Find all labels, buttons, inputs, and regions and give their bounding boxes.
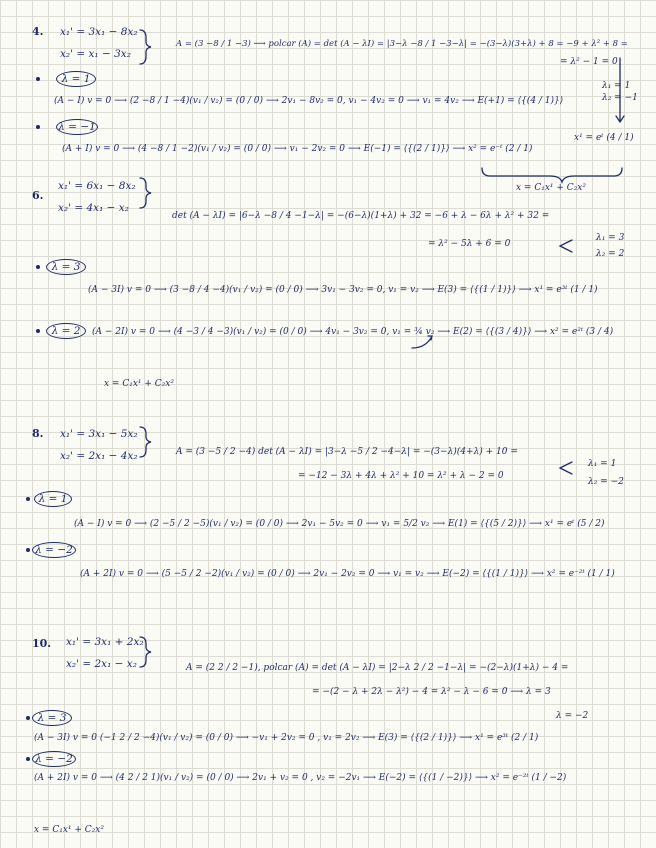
eigenvalue-root: λ = −2 xyxy=(556,711,589,721)
eigenvalue-root: λ₂ = −1 xyxy=(602,93,638,103)
eigen-case-line: (A − 3I) v = 0 (−1 2 / 2 −4)(v₁ / v₂) = (0 / 0) ⟶ −v₁ + 2v₂ = 0 , v₁ = 2v₂ ⟶ E(3) = ⟨{(2 / 1)}⟩ ⟶ x¹ = e³ᵗ (2 / 1) xyxy=(34,733,539,743)
eigenvalue-label: λ = 3 xyxy=(46,259,86,275)
eigenvalue-root: λ₂ = 2 xyxy=(596,249,625,259)
bullet-dot xyxy=(36,329,40,333)
bullet-dot xyxy=(36,77,40,81)
eigenvalue-root: λ₁ = 3 xyxy=(596,233,625,243)
bullet-dot xyxy=(26,548,30,552)
eigenvalue-root: λ₁ = 1 xyxy=(602,81,631,91)
characteristic-polynomial: det (A − λI) = |6−λ −8 / 4 −1−λ| = −(6−λ)(1+λ) + 32 = −6 + λ − 6λ + λ² + 32 = xyxy=(172,211,550,221)
system-eq-2: x₂' = 2x₁ − 4x₂ xyxy=(60,450,138,462)
eigenvalue-label: λ = 2 xyxy=(46,323,86,339)
side-solution: x¹ = eᵗ (4 / 1) xyxy=(574,133,634,143)
characteristic-polynomial: A = (3 −5 / 2 −4) det (A − λI) = |3−λ −5 / 2 −4−λ| = −(3−λ)(4+λ) + 10 = xyxy=(176,447,518,457)
general-solution: x = C₁x¹ + C₂x² xyxy=(104,379,174,389)
bullet-dot xyxy=(26,497,30,501)
system-eq-1: x₁' = 3x₁ − 5x₂ xyxy=(60,428,138,440)
bullet-dot xyxy=(36,265,40,269)
eigenvalue-label: λ = −1 xyxy=(56,119,98,135)
bullet-dot xyxy=(26,757,30,761)
general-solution: x = C₁x¹ + C₂x² xyxy=(516,183,586,193)
characteristic-polynomial-cont: = −(2 − λ + 2λ − λ²) − 4 = λ² − λ − 6 = 0 ⟶ λ = 3 xyxy=(312,687,551,697)
system-eq-1: x₁' = 3x₁ − 8x₂ xyxy=(60,26,138,38)
problem-number: 6. xyxy=(32,189,44,202)
eigen-case-line: (A − I) v = 0 ⟶ (2 −8 / 1 −4)(v₁ / v₂) = (0 / 0) ⟶ 2v₁ − 8v₂ = 0, v₁ − 4v₂ = 0 ⟶ v₁ = 4v₂ ⟶ E(+1) = ⟨{(4 / 1)}⟩ xyxy=(54,96,564,106)
eigen-case-line: (A − I) v = 0 ⟶ (2 −5 / 2 −5)(v₁ / v₂) = (0 / 0) ⟶ 2v₁ − 5v₂ = 0 ⟶ v₁ = 5/2 v₂ ⟶ E(1) = ⟨{(5 / 2)}⟩ ⟶ x¹ = eᵗ (5 / 2) xyxy=(74,519,605,529)
eigenvalue-root: λ₂ = −2 xyxy=(588,477,624,487)
characteristic-polynomial: A = (2 2 / 2 −1), polcar (A) = det (A − λI) = |2−λ 2 / 2 −1−λ| = −(2−λ)(1+λ) − 4 = xyxy=(186,663,569,673)
problem-number: 8. xyxy=(32,427,44,440)
eigenvalue-label: λ = 3 xyxy=(32,710,72,726)
system-eq-2: x₂' = 2x₁ − x₂ xyxy=(66,658,137,670)
bullet-dot xyxy=(36,125,40,129)
system-eq-2: x₂' = x₁ − 3x₂ xyxy=(60,48,131,60)
eigen-case-line: (A + 2I) v = 0 ⟶ (4 2 / 2 1)(v₁ / v₂) = (0 / 0) ⟶ 2v₁ + v₂ = 0 , v₂ = −2v₁ ⟶ E(−2) = ⟨{(1 / −2)}⟩ ⟶ x² = e⁻²ᵗ (1 / −2) xyxy=(34,773,567,783)
characteristic-polynomial-cont: = λ² − 1 = 0 xyxy=(560,57,618,67)
eigen-case-line: (A − 2I) v = 0 ⟶ (4 −3 / 4 −3)(v₁ / v₂) = (0 / 0) ⟶ 4v₁ − 3v₂ = 0, v₁ = ¾ v₂ ⟶ E(2) = ⟨{(3 / 4)}⟩ ⟶ x² = e²ᵗ (3 / 4) xyxy=(92,327,614,337)
system-eq-2: x₂' = 4x₁ − x₂ xyxy=(58,202,129,214)
system-eq-1: x₁' = 3x₁ + 2x₂ xyxy=(66,636,144,648)
eigenvalue-label: λ = 1 xyxy=(34,491,72,507)
eigenvalue-label: λ = −2 xyxy=(32,751,76,767)
characteristic-polynomial-cont: = −12 − 3λ + 4λ + λ² + 10 = λ² + λ − 2 = 0 xyxy=(298,471,504,481)
problem-number: 4. xyxy=(32,25,44,38)
system-eq-1: x₁' = 6x₁ − 8x₂ xyxy=(58,180,136,192)
eigen-case-line: (A + 2I) v = 0 ⟶ (5 −5 / 2 −2)(v₁ / v₂) = (0 / 0) ⟶ 2v₁ − 2v₂ = 0 ⟶ v₁ = v₂ ⟶ E(−2) = ⟨{(1 / 1)}⟩ ⟶ x² = e⁻²ᵗ (1 / 1) xyxy=(80,569,615,579)
characteristic-polynomial: A = (3 −8 / 1 −3) ⟶ polcar (A) = det (A − λI) = |3−λ −8 / 1 −3−λ| = −(3−λ)(3+λ) + 8 = −9 + λ² + 8 = xyxy=(176,39,628,49)
eigenvalue-root: λ₁ = 1 xyxy=(588,459,617,469)
problem-number: 10. xyxy=(32,637,52,650)
eigen-case-line: (A − 3I) v = 0 ⟶ (3 −8 / 4 −4)(v₁ / v₂) = (0 / 0) ⟶ 3v₁ − 3v₂ = 0, v₁ = v₂ ⟶ E(3) = ⟨{(1 / 1)}⟩ ⟶ x¹ = e³ᵗ (1 / 1) xyxy=(88,285,598,295)
general-solution: x = C₁x¹ + C₂x² xyxy=(34,825,104,835)
eigen-case-line: (A + I) v = 0 ⟶ (4 −8 / 1 −2)(v₁ / v₂) = (0 / 0) ⟶ v₁ − 2v₂ = 0 ⟶ E(−1) = ⟨{(2 / 1)}⟩ ⟶ x² = e⁻ᵗ (2 / 1) xyxy=(62,144,533,154)
eigenvalue-label: λ = 1 xyxy=(56,71,96,87)
characteristic-polynomial-cont: = λ² − 5λ + 6 = 0 xyxy=(428,239,511,249)
bullet-dot xyxy=(26,716,30,720)
eigenvalue-label: λ = −2 xyxy=(32,542,76,558)
